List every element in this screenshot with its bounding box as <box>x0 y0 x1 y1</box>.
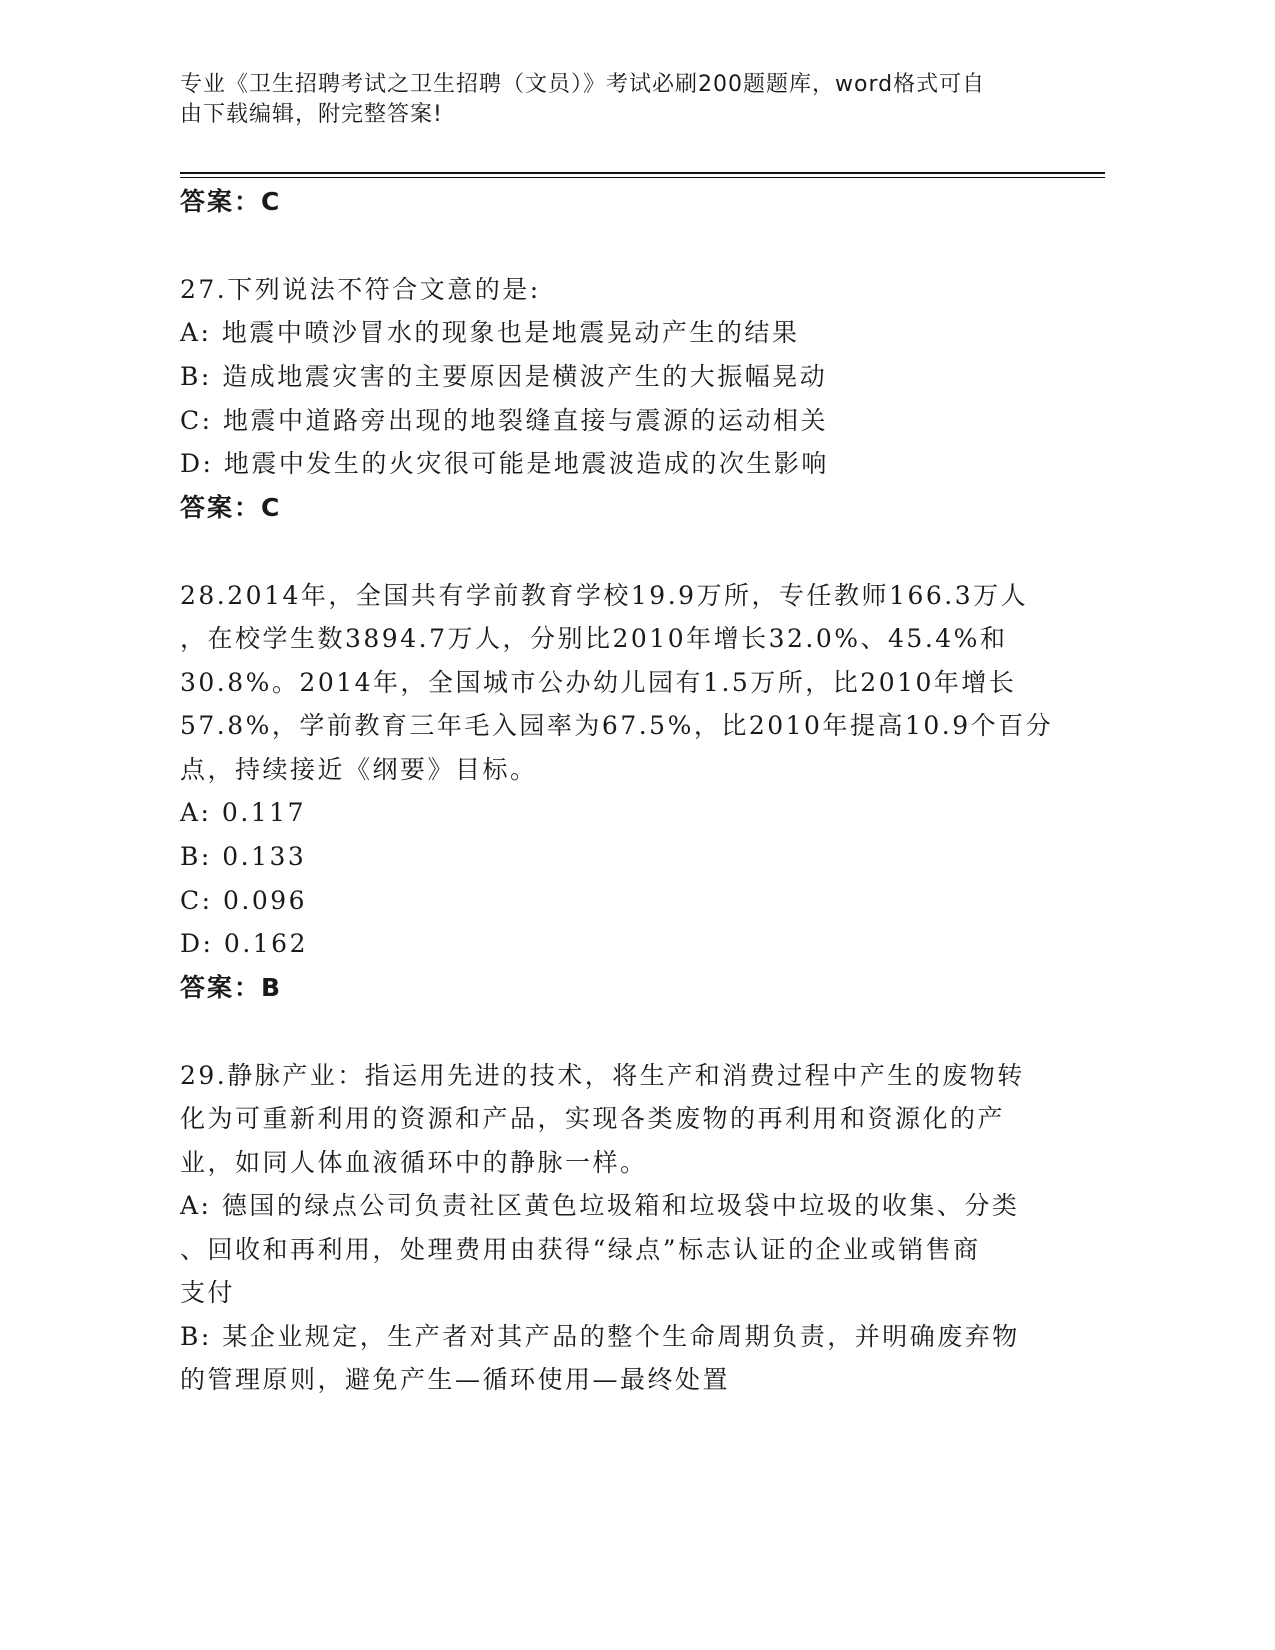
q27-option-c: C: 地震中道路旁出现的地裂缝直接与震源的运动相关 <box>180 406 829 435</box>
header-rule-thin <box>180 177 1105 178</box>
header-line-1: 专业《卫生招聘考试之卫生招聘（文员）》考试必刷200题题库，word格式可自 <box>180 72 986 97</box>
header-line-2: 由下载编辑，附完整答案! <box>180 102 443 127</box>
document-header <box>180 70 1050 130</box>
q27-option-b: B: 造成地震灾害的主要原因是横波产生的大振幅晃动 <box>180 362 828 391</box>
header-rule-thick <box>180 172 1105 174</box>
q27-stem: 27.下列说法不符合文意的是: <box>180 275 541 304</box>
q28-option-d: D: 0.162 <box>180 929 308 958</box>
q29-stem-3: 业，如同人体血液循环中的静脉一样。 <box>180 1148 648 1177</box>
answer-top: 答案：C <box>180 187 282 216</box>
q27-answer: 答案：C <box>180 493 282 522</box>
q28-stem-3: 30.8%。2014年，全国城市公办幼儿园有1.5万所，比2010年增长 <box>180 668 1017 697</box>
q28-option-b: B: 0.133 <box>180 842 307 871</box>
q29-option-a-1: A: 德国的绿点公司负责社区黄色垃圾箱和垃圾袋中垃圾的收集、分类 <box>180 1191 1020 1220</box>
q29-stem-1: 29.静脉产业：指运用先进的技术，将生产和消费过程中产生的废物转 <box>180 1061 1025 1090</box>
q27-option-d: D: 地震中发生的火灾很可能是地震波造成的次生影响 <box>180 449 829 478</box>
q28-answer: 答案：B <box>180 973 283 1002</box>
q28-option-a: A: 0.117 <box>180 798 306 827</box>
q29-option-a-2: 、回收和再利用，处理费用由获得“绿点”标志认证的企业或销售商 <box>180 1235 981 1264</box>
q28-option-c: C: 0.096 <box>180 886 308 915</box>
q29-option-b-2: 的管理原则，避免产生—循环使用—最终处置 <box>180 1365 731 1394</box>
q29-option-a-3: 支付 <box>180 1278 236 1307</box>
q29-stem-2: 化为可重新利用的资源和产品，实现各类废物的再利用和资源化的产 <box>180 1104 1006 1133</box>
q27-option-a: A: 地震中喷沙冒水的现象也是地震晃动产生的结果 <box>180 318 800 347</box>
q28-stem-1: 28.2014年，全国共有学前教育学校19.9万所，专任教师166.3万人 <box>180 581 1029 610</box>
q29-option-b-1: B: 某企业规定，生产者对其产品的整个生命周期负责，并明确废弃物 <box>180 1322 1020 1351</box>
q28-stem-5: 点，持续接近《纲要》目标。 <box>180 755 538 784</box>
q28-stem-4: 57.8%，学前教育三年毛入园率为67.5%，比2010年提高10.9个百分 <box>180 711 1054 740</box>
q28-stem-2: ，在校学生数3894.7万人，分别比2010年增长32.0%、45.4%和 <box>180 624 1008 653</box>
